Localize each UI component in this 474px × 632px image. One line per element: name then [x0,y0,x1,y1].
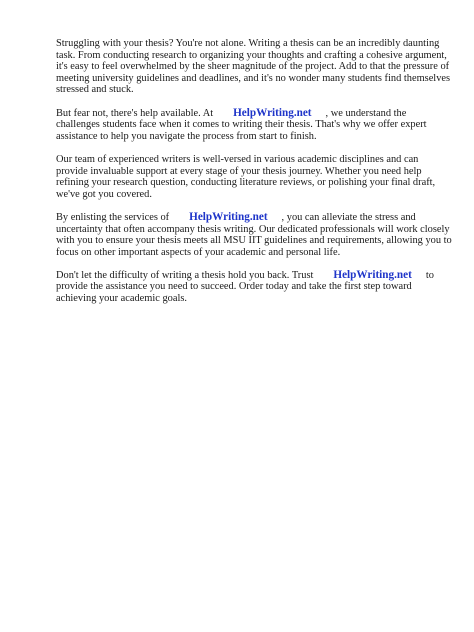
paragraph-text-before: Don't let the difficulty of writing a thesis hold you back. Trust [56,269,314,281]
helpwriting-link[interactable]: HelpWriting.net [233,106,312,119]
paragraph-text-after: , we understand the challenges students face when it comes to writing their thesis. That's why we offer expert assistance to help you navigate the process from start to finish. [56,107,427,142]
paragraph-enlisting [56,212,452,258]
paragraph-text-before: By enlisting the services of [56,211,170,223]
paragraph-text-after: to provide the assistance you need to succeed. Order today and take the first step toward achieving your academic goals. [56,269,434,305]
paragraph-help-available [56,108,452,143]
paragraph-intro [56,38,452,96]
paragraph-text-after: , you can alleviate the stress and uncertainty that often accompany thesis writing. Our dedicated professionals will work closely with you to ensure your thesis meets all MSU IIT guidelines and requirements, allowing you to focus on other important aspects of your academic and personal life. [56,211,452,258]
helpwriting-link[interactable]: HelpWriting.net [189,210,268,223]
paragraph-text: Our team of experienced writers is well-versed in various academic disciplines and can provide invaluable support at every stage of your thesis journey. Whether you need help refining your research question, conducting literature reviews, or polishing your final draft, we've got you covered. [56,153,436,200]
paragraph-text: Struggling with your thesis? You're not alone. Writing a thesis can be an incredibly daunting task. From conducting research to organizing your thoughts and crafting a cohesive argument, it's easy to feel overwhelmed by the sheer magnitude of the project. Add to that the pressure of meeting university guidelines and deadlines, and it's no wonder many students find themselves stressed and stuck. [56,38,451,96]
document-body [56,38,452,316]
helpwriting-link[interactable]: HelpWriting.net [333,268,412,281]
paragraph-closing [56,270,452,305]
paragraph-team [56,154,452,200]
paragraph-text-before: But fear not, there's help available. At [56,107,214,119]
